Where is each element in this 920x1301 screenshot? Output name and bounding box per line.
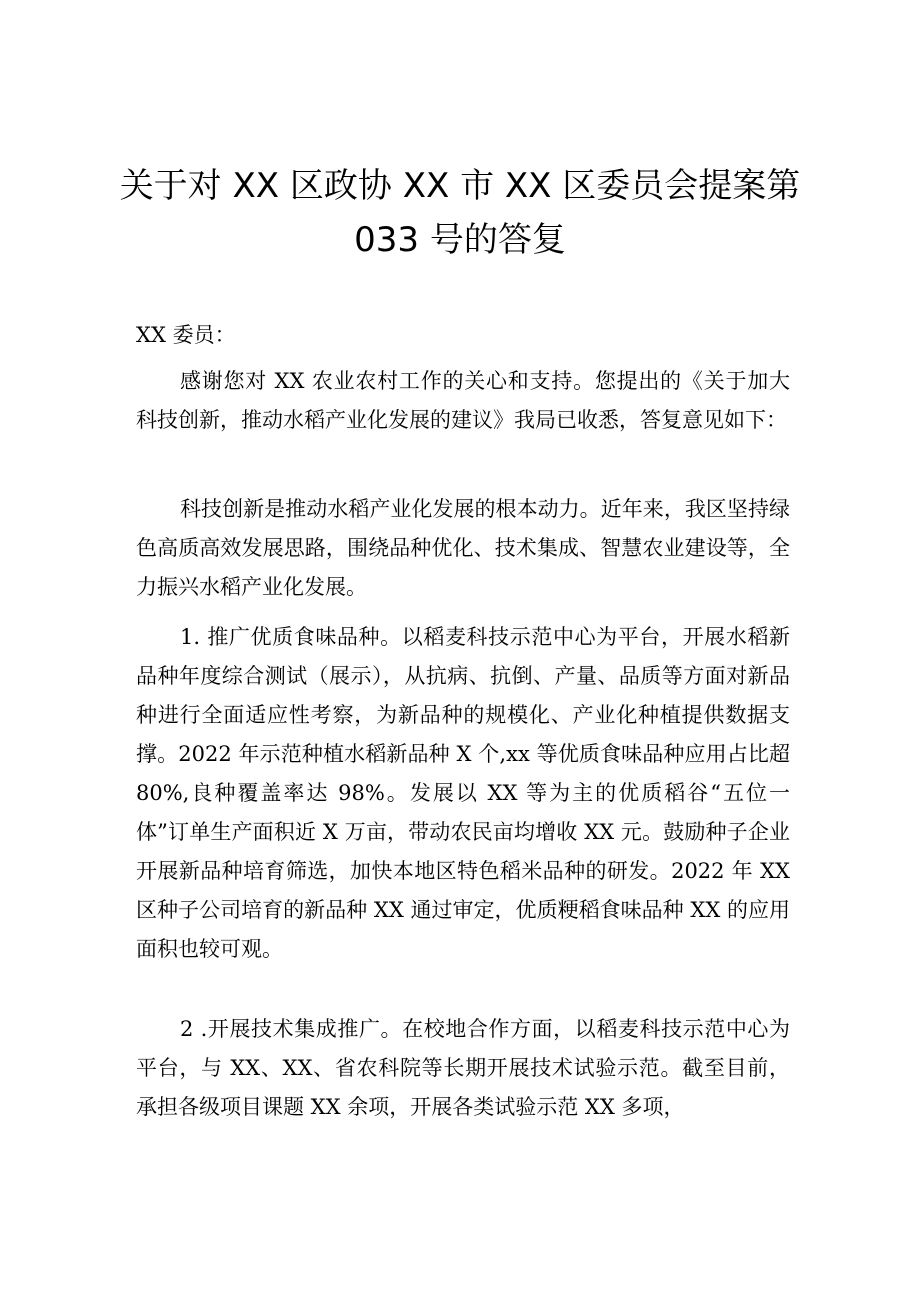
document-title-line-2: 033 号的答复 [354,220,566,260]
paragraph-varieties: 1. 推广优质食味品种。以稻麦科技示范中心为平台，开展水稻新品种年度综合测试（展示），从抗病、抗倒、产量、品质等方面对新品种进行全面适应性考察，为新品种的规模化、产业化种植提供数据支撑。2022 年示范种植水稻新品种 X 个,xx 等优质食味品种应用占比超 80%,良种覆盖率达 98%。发展以 XX 等为主的优质稻谷“五位一体”订单生产面积近 X 万亩，带动农民亩均增收 XX 元。鼓励种子企业开展新品种培育筛选，加快本地区特色稻米品种的研发。2022 年 XX 区种子公司培育的新品种 XX 通过审定，优质粳稻食味品种 XX 的应用面积也较可观。 [136,625,790,961]
paragraph-thanks: 感谢您对 XX 农业农村工作的关心和支持。您提出的《关于加大科技创新，推动水稻产业化发展的建议》我局已收悉，答复意见如下： [136,369,790,432]
paragraph-overview: 科技创新是推动水稻产业化发展的根本动力。近年来，我区坚持绿色高质高效发展思路，围绕品种优化、技术集成、智慧农业建设等，全力振兴水稻产业化发展。 [136,497,790,599]
paragraph-technology: 2 .开展技术集成推广。在校地合作方面，以稻麦科技示范中心为平台，与 XX、XX、省农科院等长期开展技术试验示范。截至目前，承担各级项目课题 XX 余项，开展各类试验示范 XX 多项， [136,1017,790,1119]
salutation: XX 委员： [136,323,236,347]
document-title-line-1: 关于对 XX 区政协 XX 市 XX 区委员会提案第 [119,166,801,206]
